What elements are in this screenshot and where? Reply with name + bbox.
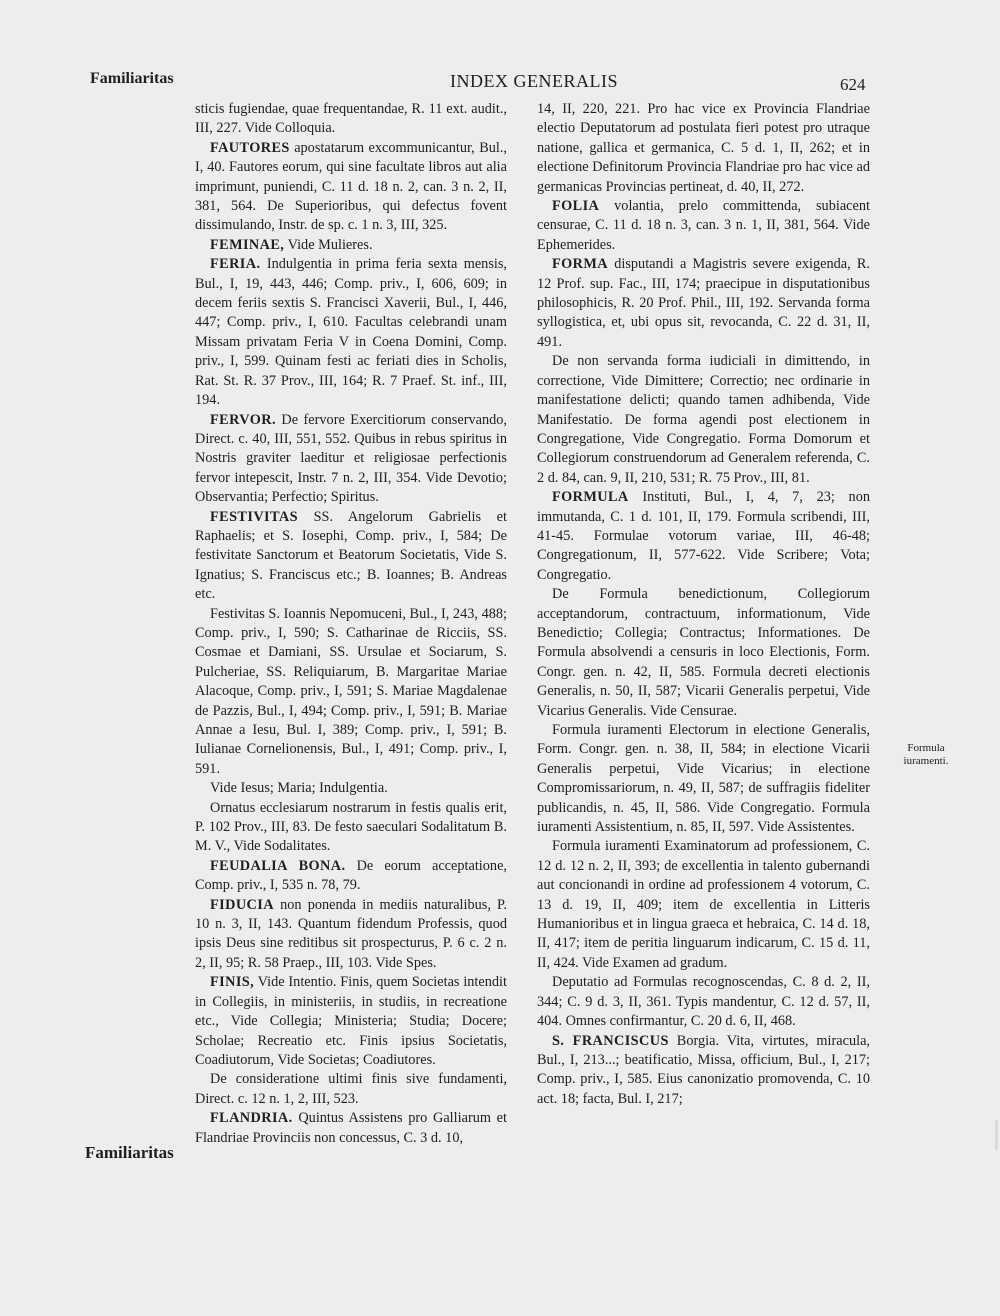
- entry-text: De Formula benedictionum, Collegiorum acceptandorum, contractuum, informationum, Vide Benedictio; Collegia; Contractus; Informationes. De Formula absolvendi a censuris in loco Electionis, Form. Congr. gen. n. 42, II, 585. Formula decreti electionis Generalis, n. 50, II, 587; Vicarii Generalis perpetui, Vide Vicarius Generalis. Vide Censurae.: [537, 586, 870, 719]
- index-entry: [195, 139, 507, 236]
- entry-keyword: FEMINAE,: [210, 236, 285, 253]
- entry-text: Quintus Assistens pro Galliarum et Flandriae Provinciis non concessus, C. 3 d. 10,: [195, 1110, 507, 1146]
- entry-text: Ornatus ecclesiarum nostrarum in festis qualis erit, P. 102 Prov., III, 83. De festo saeculari Sodalitatum B. M. V., Vide Sodalitates.: [195, 799, 507, 855]
- entry-text: sticis fugiendae, quae frequentandae, R. 11 ext. audit., III, 227. Vide Colloquia.: [195, 101, 507, 137]
- entry-text: Vide Mulieres.: [284, 236, 373, 253]
- entry-text: De consideratione ultimi finis sive fundamenti, Direct. c. 12 n. 1, 2, III, 523.: [195, 1071, 507, 1107]
- entry-text: Instituti, Bul., I, 4, 7, 23; non immutanda, C. 1 d. 101, II, 179. Formula scribendi, III, 41-45. Formulae votorum variae, III, 46-48; Congregationum, II, 577-622. Vide Scribere; Vota; Congregatio.: [537, 489, 870, 583]
- entry-keyword: FAUTORES: [210, 139, 290, 156]
- index-entry: [195, 973, 507, 1070]
- entry-text: De fervore Exercitiorum conservando, Direct. c. 40, III, 551, 552. Quibus in rebus spiritus in Nostris graviter laeditur et religiosae perfectionis fervor intepescit, Instr. 7 n. 2, III, 354. Vide Devotio; Observantia; Perfectio; Spiritus.: [195, 411, 507, 506]
- entry-text: volantia, prelo committenda, subiacent censurae, C. 11 d. 18 n. 3, can. 3 n. 1, II, 381, 564. Vide Ephemerides.: [537, 198, 870, 253]
- entry-keyword: FORMA: [552, 256, 608, 273]
- entry-text: Borgia. Vita, virtutes, miracula, Bul., I, 213...; beatificatio, Missa, officium, Bul., I, 217; Comp. priv., I, 585. Eius canonizatio promovenda, C. 10 act. 18; facta, Bul. I, 217;: [537, 1032, 871, 1107]
- index-entry: [537, 585, 870, 721]
- index-entry: [537, 1032, 870, 1110]
- running-head-left: Familiaritas: [90, 70, 174, 87]
- index-entry: [537, 197, 870, 255]
- entry-text: Indulgentia in prima feria sexta mensis, Bul., I, 19, 443, 446; Comp. priv., I, 606, 609; in decem feriis sextis S. Francisci Xaverii, Bul., I, 446, 447; Comp. priv., I, 610. Facultas celebrandi unam Missam privatam Feria V in Coena Domini, Comp. priv., I, 599. Quinam festi ac feriati dies in Scholis, Rat. St. R. 37 Prov., III, 164; R. 7 Praef. St. inf., III, 194.: [195, 256, 507, 409]
- entry-keyword: FLANDRIA.: [210, 1110, 293, 1127]
- entry-keyword: FIDUCIA: [210, 896, 274, 913]
- entry-text: Formula iuramenti Examinatorum ad professionem, C. 12 d. 12 n. 2, II, 393; de excellentia in talento gubernandi aut concionandi in ordine ad professionem 4 votorum, C. 13 d. 19, II, 409; item de excellentia in Litteris Humanioribus et in lingua graeca et hebraica, C. 14 d. 18, II, 417; item de peritia linguarum indicarum, C. 15 d. 11, II, 424. Vide Examen ad gradum.: [537, 838, 870, 971]
- index-entry: [195, 799, 507, 857]
- entry-keyword: FINIS,: [210, 974, 255, 991]
- index-entry: [195, 100, 507, 139]
- entry-keyword: FOLIA: [552, 198, 600, 215]
- entry-keyword: FERVOR.: [210, 411, 276, 428]
- entry-text: 14, II, 220, 221. Pro hac vice ex Provincia Flandriae electio Deputatorum ad postulata fieri potest pro utraque natione, gallica et germanica, C. 5 d. 1, II, 262; et in electione Definitorum Provinciа Flandriae pro hac vice ad germanicas Provincias pertineat, d. 40, II, 272.: [537, 101, 870, 195]
- scan-edge-mark: [995, 1120, 998, 1150]
- index-entry: [195, 508, 507, 605]
- index-entry: [537, 255, 870, 352]
- entry-text: De non servanda forma iudiciali in dimittendo, in correctione, Vide Dimittere; Correctio; nec ordinarie in manifestatione delicti; quando tamen adhibenda, Vide Manifestatio. De forma agendi post electionem in Congregatione, Vide Congregatio. Forma Domorum et Collegiorum construendorum ad Generalem referenda, C. 2 d. 84, can. 9, II, 210, 531; R. 75 Prov., III, 81.: [537, 353, 870, 486]
- entry-text: De eorum acceptatione, Comp. priv., I, 535 n. 78, 79.: [195, 857, 507, 894]
- entry-text: Vide Iesus; Maria; Indulgentia.: [210, 780, 388, 797]
- entry-keyword: FESTIVITAS: [210, 508, 298, 525]
- index-entry: [195, 236, 507, 255]
- index-entry: [195, 1109, 507, 1148]
- index-entry: [195, 857, 507, 896]
- index-entry: [537, 721, 870, 837]
- margin-note: Formula iuramenti.: [903, 742, 949, 767]
- entry-text: non ponenda in mediis naturalibus, P. 10 n. 3, II, 143. Quantum fidendum Professis, quod ipsis Deus sine reditibus sit prospecturus, P. 6 c. 2 n. 2, II, 95; R. 58 Praep., III, 103. Vide Spes.: [195, 896, 507, 971]
- entry-text: Deputatio ad Formulas recognoscendas, C. 8 d. 2, II, 344; C. 9 d. 3, II, 361. Typis mandentur, C. 12 d. 57, II, 404. Omnes confirmantur, C. 20 d. 6, II, 468.: [537, 974, 870, 1030]
- index-entry: [537, 973, 870, 1031]
- index-entry: [195, 605, 507, 780]
- catchword-footer: Familiaritas: [85, 1143, 174, 1162]
- entry-text: disputandi a Magistris severe exigenda, R. 12 Prof. sup. Fac., III, 174; praecipue in disputationibus philosophicis, R. 20 Prof. Phil., III, 192. Servanda forma syllogistica, et, ubi opus sit, revocanda, C. 22 d. 31, II, 491.: [537, 256, 870, 350]
- index-entry: [195, 411, 507, 508]
- index-entry: [537, 837, 870, 973]
- index-entry: [195, 896, 507, 974]
- entry-keyword: FERIA.: [210, 256, 261, 273]
- index-entry: [537, 352, 870, 488]
- entry-keyword: FORMULA: [552, 489, 629, 506]
- entry-text: Festivitas S. Ioannis Nepomuceni, Bul., I, 243, 488; Comp. priv., I, 590; S. Catharinae de Ricciis, SS. Cosmae et Damiani, SS. Ursulae et Sociarum, S. Pulcheriae, SS. Reliquiarum, B. Margaritae Mariae Alacoque, Comp. priv., I, 591; S. Mariae Magdalenae de Pazzis, Bul., I, 494; Comp. priv., I, 591; B. Mariae Annae a Iesu, Bul. I, 389; Comp. priv., I, 591; B. Iulianae Cornelionensis, Bul., I, 491; Comp. priv., I, 591.: [195, 605, 507, 777]
- left-column: [195, 100, 507, 1148]
- entry-text: apostatarum excommunicantur, Bul., I, 40. Fautores eorum, qui sine facultate libros aut alia imprimunt, puniendi, C. 11 d. 18 n. 2, can. 3 n. 2, II, 381, 564. De Superioribus, qui defectus fovent dissimulando, Instr. de sp. c. 1 n. 3, III, 325.: [195, 139, 507, 234]
- index-entry: [195, 1070, 507, 1109]
- entry-keyword: S. FRANCISCUS: [552, 1032, 669, 1049]
- index-entry: [537, 488, 870, 585]
- entry-keyword: FEUDALIA BONA.: [210, 857, 346, 874]
- entry-text: Formula iuramenti Electorum in electione Generalis, Form. Congr. gen. n. 38, II, 584; in electione Vicarii Generalis perpetui, Vide Vicarius; in electione Compromissariorum, n. 49, II, 587; de suffragiis fideliter publicandis, n. 45, II, 586. Vide Congregatio. Formula iuramenti Assistentium, n. 85, II, 597. Vide Assistentes.: [537, 722, 870, 836]
- page-number: 624: [840, 75, 866, 94]
- index-entry: [537, 100, 870, 197]
- index-entry: [195, 779, 507, 798]
- index-entry: [195, 255, 507, 410]
- right-column: [537, 100, 870, 1109]
- entry-text: Vide Intentio. Finis, quem Societas intendit in Collegiis, in ministeriis, in studiis, in recreatione etc., Vide Collegia; Ministeria; Studia; Docere; Scholae; Recreatio etc. Finis ipsius Societatis, Coadiutorum, Vide Societas; Coadiutores.: [195, 974, 507, 1068]
- entry-text: SS. Angelorum Gabrielis et Raphaelis; et S. Iosephi, Comp. priv., I, 584; De festivitate Sanctorum et Beatorum Societatis, Vide S. Ignatius; S. Franciscus etc.; B. Ioannes; B. Andreas etc.: [195, 508, 507, 603]
- running-head-title: INDEX GENERALIS: [450, 71, 618, 91]
